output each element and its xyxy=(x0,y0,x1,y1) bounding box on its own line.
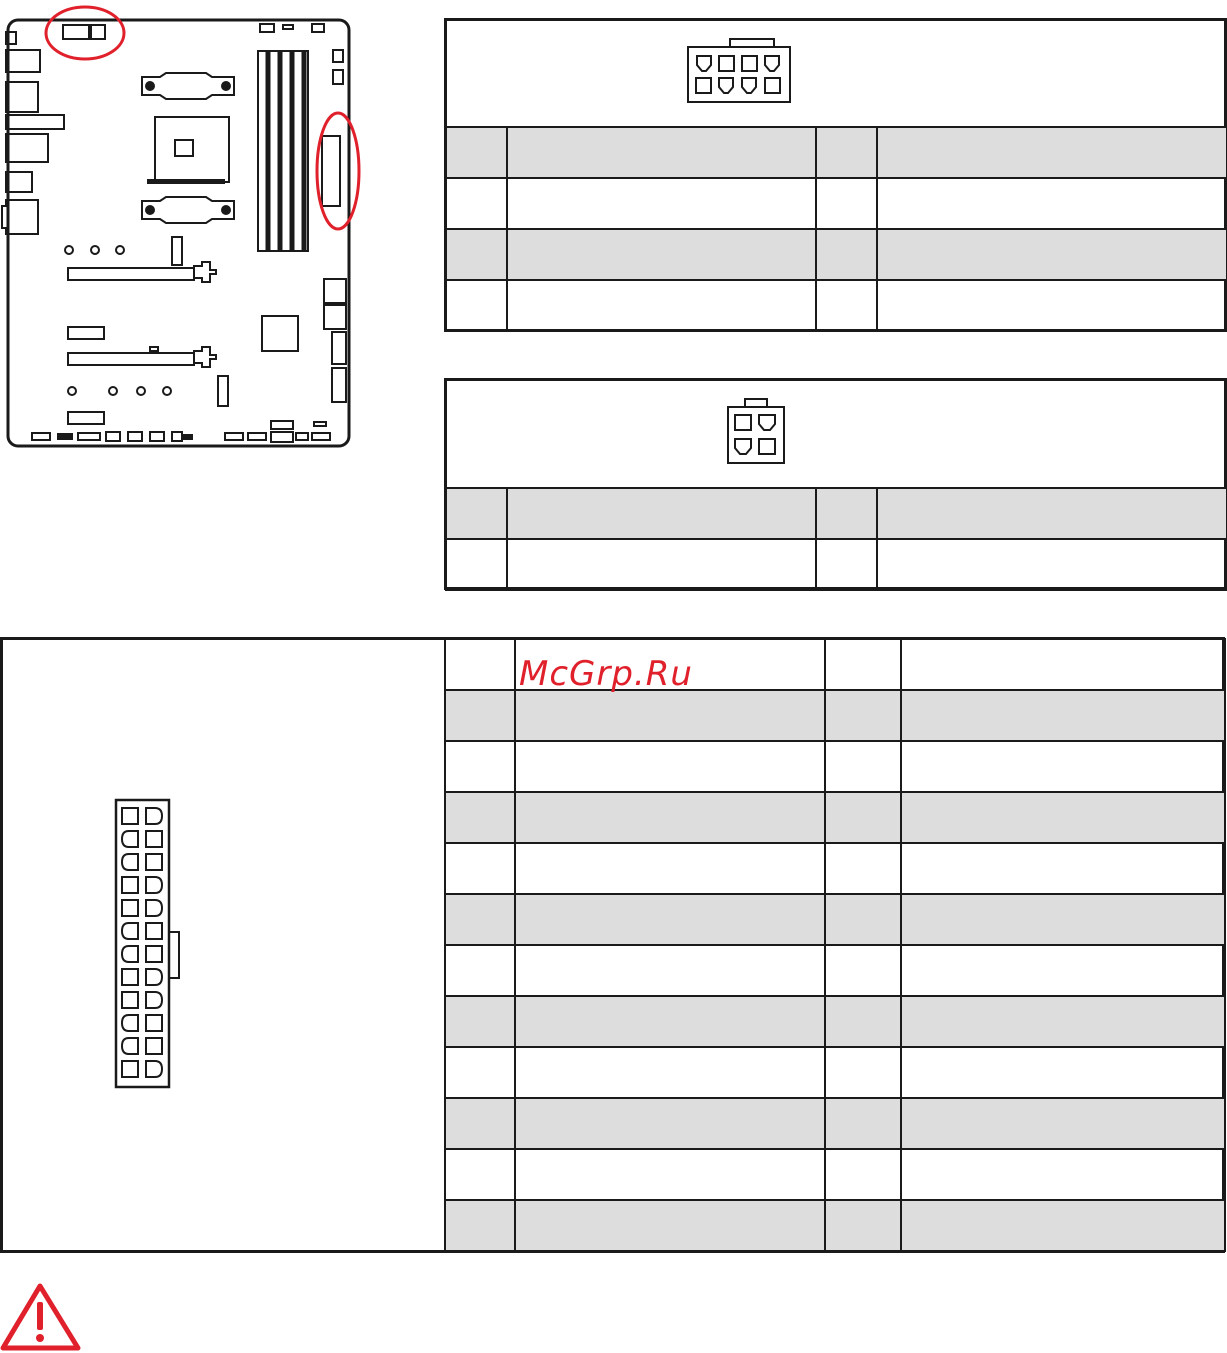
table-row xyxy=(445,945,1225,996)
cpu-4pin-connector-icon xyxy=(725,397,787,465)
cpu-8pin-connector-icon xyxy=(686,37,792,105)
table-row xyxy=(445,1098,1225,1149)
atx-pin xyxy=(146,831,162,847)
table-row xyxy=(446,178,1227,229)
table-row xyxy=(446,539,1227,590)
table-row xyxy=(445,894,1225,945)
table-row xyxy=(446,127,1227,178)
atx-24pin-connector-icon xyxy=(112,798,184,1090)
table-row xyxy=(446,229,1227,280)
warning-triangle-icon xyxy=(0,1280,84,1352)
atx-pin xyxy=(146,900,162,916)
atx-24pin-pinout-table xyxy=(444,638,1226,1252)
atx-pin xyxy=(122,969,138,985)
atx-pin xyxy=(122,877,138,893)
atx-pin xyxy=(146,808,162,824)
table-row xyxy=(445,996,1225,1047)
cpu-8pin-pinout-table xyxy=(445,126,1227,332)
table-row xyxy=(445,1047,1225,1098)
atx-pin xyxy=(122,1061,138,1077)
table-row xyxy=(445,690,1225,741)
atx-pin xyxy=(122,992,138,1008)
highlight-atx-power xyxy=(317,113,359,229)
atx-pin xyxy=(122,1015,138,1031)
table-row xyxy=(445,1200,1225,1251)
cpu-4pin-pinout-table xyxy=(445,487,1227,591)
atx-pin xyxy=(146,992,162,1008)
atx-pin xyxy=(146,1015,162,1031)
cpu-4pin-mini xyxy=(91,25,105,39)
table-row xyxy=(446,488,1227,539)
table-row xyxy=(445,792,1225,843)
atx-pin xyxy=(146,877,162,893)
atx-pin xyxy=(146,854,162,870)
atx-pin xyxy=(146,923,162,939)
cpu-8pin-mini xyxy=(63,25,89,39)
atx-pin xyxy=(122,808,138,824)
atx-pin xyxy=(146,1038,162,1054)
atx-pin xyxy=(146,969,162,985)
motherboard-diagram xyxy=(0,0,370,460)
table-row xyxy=(445,843,1225,894)
atx-pin xyxy=(122,854,138,870)
table-row xyxy=(445,741,1225,792)
atx-pin xyxy=(146,946,162,962)
board-outline xyxy=(8,20,349,446)
atx-pin xyxy=(122,831,138,847)
atx-pin xyxy=(122,946,138,962)
atx-pin xyxy=(122,923,138,939)
highlight-cpu-power xyxy=(46,7,124,59)
atx-pin xyxy=(122,900,138,916)
atx-24pin-mini xyxy=(322,136,340,206)
atx-pin xyxy=(146,1061,162,1077)
watermark-text: McGrp.Ru xyxy=(519,654,693,694)
table-row xyxy=(446,280,1227,331)
table-row xyxy=(445,1149,1225,1200)
atx-pin xyxy=(122,1038,138,1054)
